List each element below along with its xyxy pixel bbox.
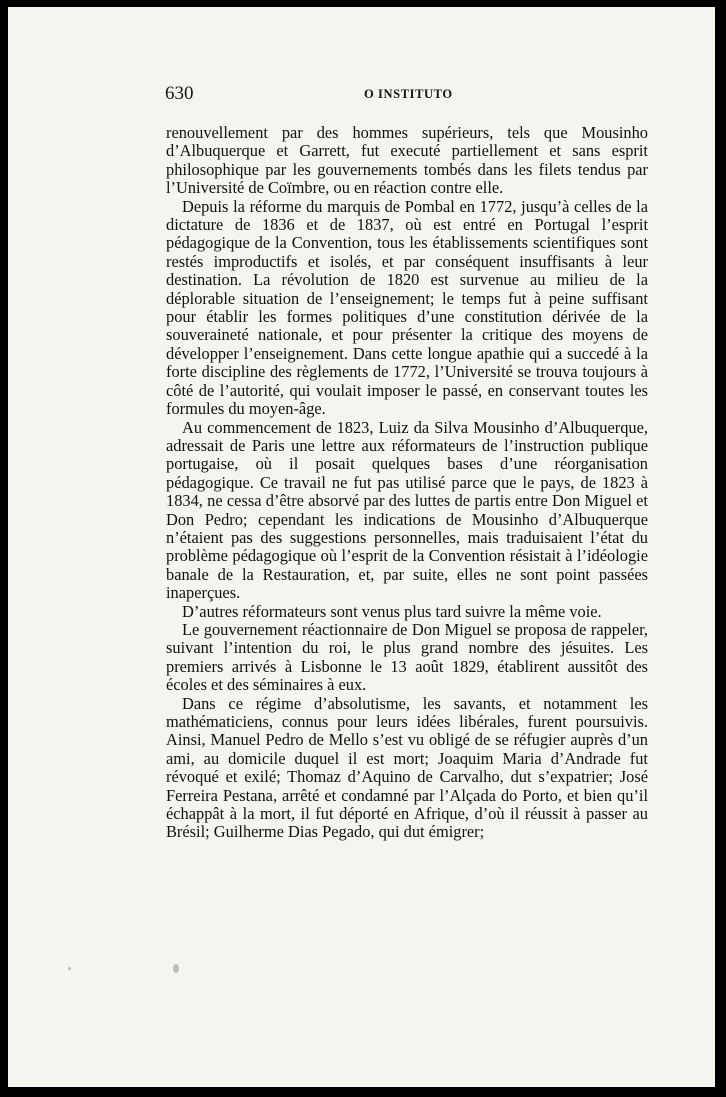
paragraph: renouvellement par des hommes supérieurs, tels que Mousinho d’Albuquerque et Garrett, fut executé partiellement et sans esprit philosophique par les gouvernements tombés dans les filets tendus par l’Université de Coïmbre, ou en réaction contre elle. [166,123,648,198]
paragraph: Le gouvernement réactionnaire de Don Miguel se proposa de rappeler, suivant l’intention du roi, le plus grand nombre des jésuites. Les premiers arrivés à Lisbonne le 13 août 1829, établirent aussitôt des écoles et des séminaires à eux. [166,619,648,695]
book-page [8,7,715,1087]
page-header [165,83,647,109]
page-number: 630 [165,83,194,104]
paragraph: Dans ce régime d’absolutisme, les savants, et notamment les mathématiciens, connus pour leurs idées libérales, furent poursuivis. Ainsi, Manuel Pedro de Mello s’est vu obligé de se réfugier auprès d’un ami, au domicile duquel il est mort; Joaquim Maria d’Andrade fut révoqué et exilé; Thomaz d’Aquino de Carvalho, dut s’expatrier; José Ferreira Pestana, arrêté et condamné par l’Alçada do Porto, et bien qu’il échappât à la mort, il fut déporté en Afrique, d’où il réussit à passer au Brésil; Guilherme Dias Pegado, qui dut émigrer; [166,693,648,842]
body-text [166,124,648,842]
paragraph: D’autres réformateurs sont venus plus tard suivre la même voie. [182,601,602,621]
paragraph: Depuis la réforme du marquis de Pombal en 1772, jusqu’à celles de la dictature de 1836 et de 1837, où est entré en Portugal l’esprit pédagogique de la Convention, tous les établissements scientifiques sont restés improductifs et isolés, et par conséquent insuffisants à leur destination. La révolution de 1820 est survenue au milieu de la déplorable situation de l’enseignement; le temps fut à peine suffisant pour établir les formes politiques d’une constitution dérivée de la souveraineté nationale, et pour présenter la critique des moyens de développer l’enseignement. Dans cette longue apathie qui a succedé à la forte discipline des règlements de 1772, l’Université se trouva toujours à côté de l’autorité, qui voulait imposer le passé, en conservant toutes les formules du moyen-âge. [166,196,648,419]
paper-speck [173,964,179,973]
paragraph: Au commencement de 1823, Luiz da Silva Mousinho d’Albuquerque, adressait de Paris une lettre aux réformateurs de l’instruction publique portugaise, où il posait quelques bases d’une réorganisation pédagogique. Ce travail ne fut pas utilisé parce que le pays, de 1823 à 1834, ne cessa d’être absorvé par des luttes de partis entre Don Miguel et Don Pedro; cependant les indications de Mousinho d’Albuquerque n’étaient pas des suggestions personnelles, mais traduisaient l’état du problème pédagogique où l’esprit de la Convention résistait à l’idéologie banale de la Restauration, et, par suite, elles ne sont point passées inaperçues. [166,417,648,603]
paper-speck [68,967,71,970]
running-title: O INSTITUTO [364,87,453,101]
